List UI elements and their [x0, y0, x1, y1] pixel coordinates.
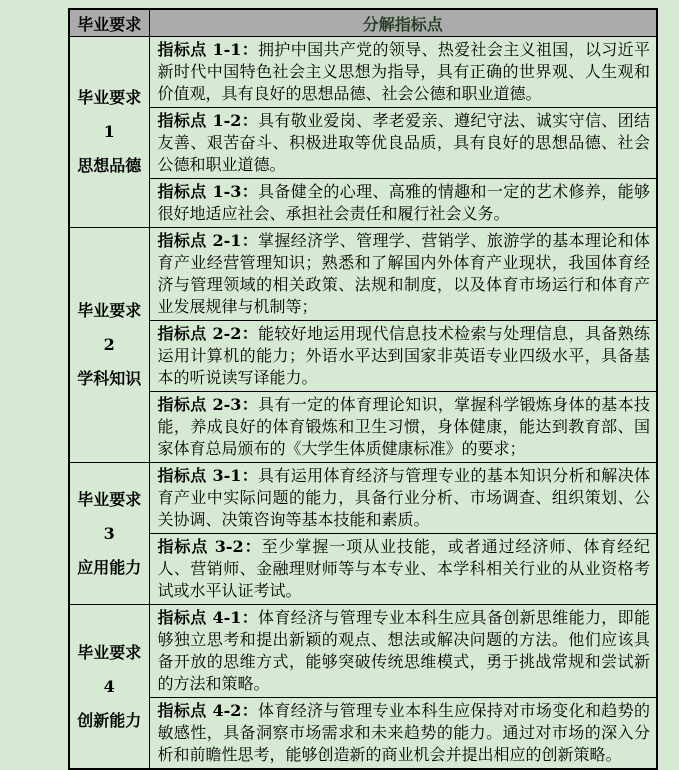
indicator-text-1-1: 拥护中国共产党的领导、热爱社会主义祖国，以习近平新时代中国特色社会主义思想为指导，具有正确的世界观、人生观和价值观，具有良好的思想品德、社会公德和职业道德。	[157, 40, 650, 103]
requirement-1-title: 毕业要求 1	[77, 88, 142, 141]
indicator-text-2-1: 掌握经济学、管理学、营销学、旅游学的基本理论和体育产业经营管理知识；熟悉和了解国内外体育产业现状，我国体育经济与管理领域的相关政策、法规和制度，以及体育市场运行和体育产业发展规律与机制等；	[157, 231, 650, 316]
indicator-cell-1-1	[149, 37, 657, 108]
requirement-3-title: 毕业要求 3	[77, 489, 142, 543]
indicator-label-2-2: 指标点 2-2：	[157, 324, 259, 343]
table-row	[69, 179, 657, 228]
indicator-text-3-1: 具有运用体育经济与管理专业的基本知识分析和解决体育产业中实际问题的能力，具备行业分析、市场调查、组织策划、公关协调、决策咨询等基本技能和素质。	[157, 466, 650, 529]
requirement-2-title: 毕业要求 2	[77, 301, 142, 354]
indicator-text-4-1: 体育经济与管理专业本科生应具备创新思维能力，即能够独立思考和提出新颖的观点、想法或解决问题的方法。他们应该具备开放的思维方式，能够突破传统思维模式，勇于挑战常规和尝试新的方法和策略。	[157, 608, 650, 693]
indicator-text-3-2: 至少掌握一项从业技能，或者通过经济师、体育经纪人、营销师、金融理财师等与本专业、本学科相关行业的从业资格考试或水平认证考试。	[157, 537, 650, 600]
column-header-indicators: 分解指标点	[149, 9, 657, 37]
column-header-requirement: 毕业要求	[69, 9, 149, 37]
indicator-cell-2-3	[149, 392, 657, 463]
requirement-cell-1	[69, 37, 149, 228]
table-row	[69, 108, 657, 179]
indicator-label-2-3: 指标点 2-3：	[157, 395, 259, 414]
indicator-cell-4-2	[149, 698, 657, 770]
indicator-cell-3-1	[149, 463, 657, 534]
table-row	[69, 463, 657, 534]
indicator-label-1-2: 指标点 1-2：	[157, 111, 259, 130]
indicator-text-2-3: 具有一定的体育理论知识，掌握科学锻炼身体的基本技能，养成良好的体育锻炼和卫生习惯，身体健康，能达到教育部、国家体育总局颁布的《大学生体质健康标准》的要求；	[157, 395, 650, 458]
graduation-requirements-table	[68, 8, 658, 770]
indicator-label-1-3: 指标点 1-3：	[157, 182, 259, 201]
requirement-2-subtitle: 学科知识	[77, 369, 142, 388]
table-row	[69, 534, 657, 605]
requirement-3-subtitle: 应用能力	[77, 557, 142, 577]
indicator-cell-4-1	[149, 605, 657, 698]
requirement-4-subtitle: 创新能力	[77, 710, 142, 730]
indicator-label-4-1: 指标点 4-1：	[157, 608, 259, 627]
indicator-cell-1-3	[149, 179, 657, 228]
requirement-1-subtitle: 思想品德	[77, 156, 142, 175]
indicator-label-3-2: 指标点 3-2：	[157, 537, 262, 556]
indicator-text-1-2: 具有敬业爱岗、孝老爱亲、遵纪守法、诚实守信、团结友善、艰苦奋斗、积极进取等优良品质，具有良好的思想品德、社会公德和职业道德。	[157, 111, 650, 174]
indicator-label-2-1: 指标点 2-1：	[157, 231, 259, 250]
indicator-label-4-2: 指标点 4-2：	[157, 701, 259, 720]
table-row	[69, 37, 657, 108]
table-row	[69, 392, 657, 463]
requirement-cell-2	[69, 228, 149, 463]
requirement-cell-4	[69, 605, 149, 770]
table-row	[69, 605, 657, 698]
indicator-cell-3-2	[149, 534, 657, 605]
indicator-label-1-1: 指标点 1-1：	[157, 40, 259, 59]
header-row	[69, 9, 657, 37]
indicator-cell-1-2	[149, 108, 657, 179]
indicator-text-1-3: 具备健全的心理、高雅的情趣和一定的艺术修养，能够很好地适应社会、承担社会责任和履行社会义务。	[157, 182, 650, 223]
table-row	[69, 228, 657, 321]
indicator-label-3-1: 指标点 3-1：	[157, 466, 259, 485]
indicator-cell-2-1	[149, 228, 657, 321]
indicator-text-2-2: 能较好地运用现代信息技术检索与处理信息，具备熟练运用计算机的能力；外语水平达到国家非英语专业四级水平，具备基本的听说读写译能力。	[157, 324, 650, 387]
indicator-cell-2-2	[149, 321, 657, 392]
indicator-text-4-2: 体育经济与管理专业本科生应保持对市场变化和趋势的敏感性，具备洞察市场需求和未来趋势的能力。通过对市场的深入分析和前瞻性思考，能够创造新的商业机会并提出相应的创新策略。	[157, 701, 650, 764]
requirement-4-title: 毕业要求 4	[77, 642, 142, 696]
table-row	[69, 321, 657, 392]
table-row	[69, 698, 657, 770]
requirement-cell-3	[69, 463, 149, 605]
